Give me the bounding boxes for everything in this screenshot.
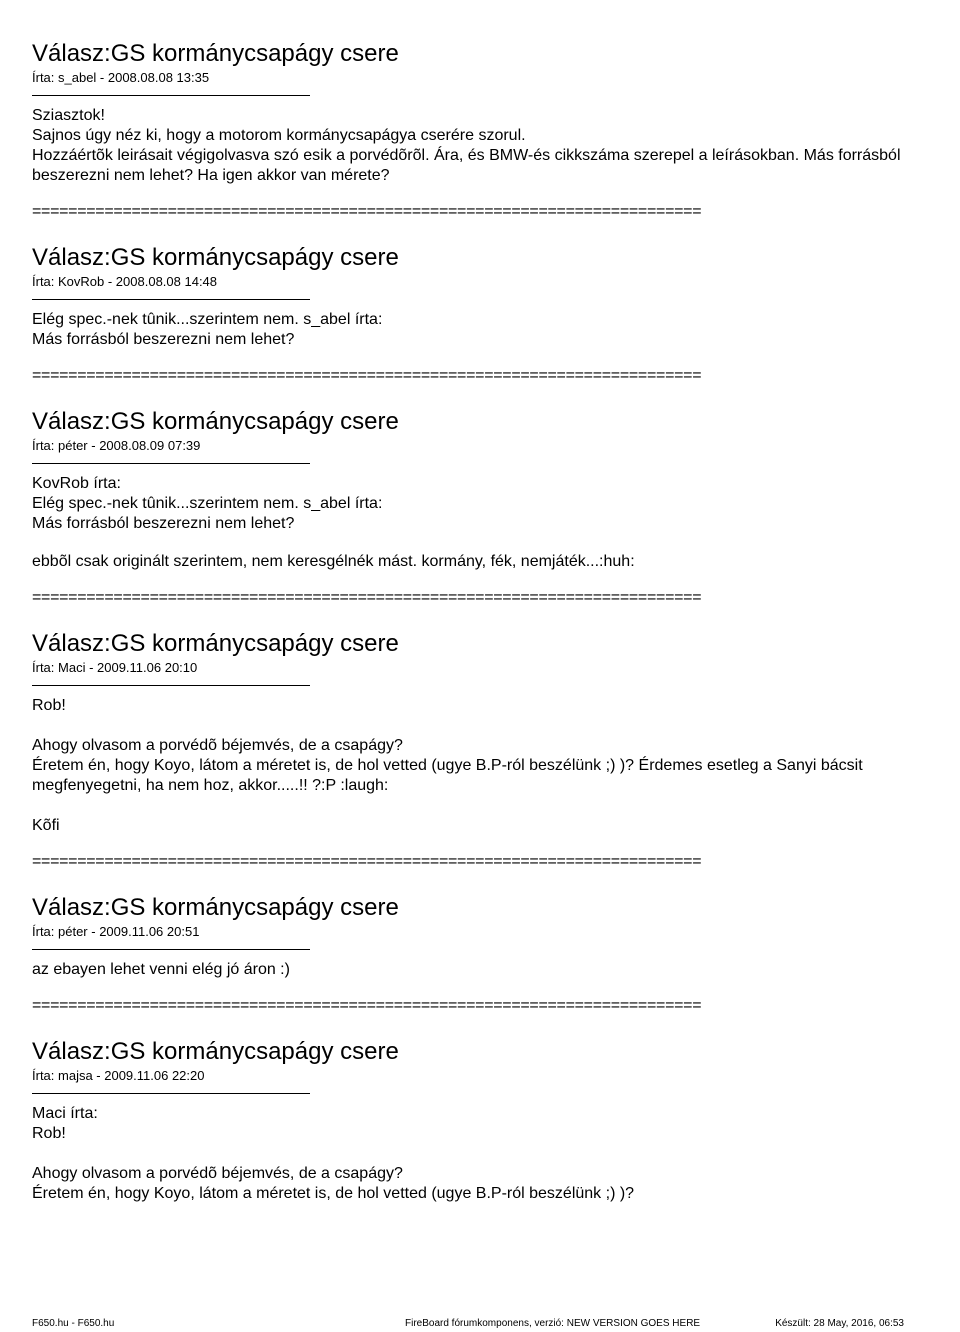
post-divider [32,463,310,464]
post-meta: Írta: péter - 2009.11.06 20:51 [32,924,200,939]
post-body-line [32,796,932,816]
post-title: Válasz:GS kormánycsapágy csere [32,40,399,67]
post-separator: ========================================================================== [32,853,702,870]
post [32,242,932,350]
post-title: Válasz:GS kormánycsapágy csere [32,244,399,271]
post [32,892,932,980]
thread-page [32,38,932,1204]
post [32,406,932,572]
quote-line: Más forrásból beszerezni nem lehet? [32,515,295,532]
post [32,1036,932,1204]
quote-author: KovRob írta: [32,475,121,492]
post-meta: Írta: majsa - 2009.11.06 22:20 [32,1068,205,1083]
post-body-line: Sziasztok! [32,107,105,124]
post-divider [32,95,310,96]
post-separator: ========================================================================== [32,203,702,220]
post-body-line: az ebayen lehet venni elég jó áron :) [32,961,290,978]
post-meta: Írta: Maci - 2009.11.06 20:10 [32,660,198,675]
post-meta: Írta: péter - 2008.08.09 07:39 [32,438,201,453]
post [32,38,932,186]
post-body-line: Rob! [32,697,66,714]
post-title: Válasz:GS kormánycsapágy csere [32,894,399,921]
post-body-line: Kõfi [32,817,60,834]
quote-block [32,1104,932,1204]
post-body-line [32,716,932,736]
footer-site: F650.hu - F650.hu [32,1318,115,1329]
quote-line [32,1144,932,1164]
post-title: Válasz:GS kormánycsapágy csere [32,408,399,435]
post-meta: Írta: KovRob - 2008.08.08 14:48 [32,274,218,289]
post-body-line: ebbõl csak originált szerintem, nem keresgélnék mást. kormány, fék, nemjáték...:huh: [32,553,635,570]
footer-credit: FireBoard fórumkomponens, verzió: NEW VERSION GOES HERE [405,1318,701,1329]
quote-author: Maci írta: [32,1105,98,1122]
post-title: Válasz:GS kormánycsapágy csere [32,1038,399,1065]
quote-line: Ahogy olvasom a porvédõ béjemvés, de a csapágy? [32,1165,403,1182]
post-divider [32,299,310,300]
post-divider [32,685,310,686]
post-separator: ========================================================================== [32,367,702,384]
post-divider [32,949,310,950]
post-body-line: Sajnos úgy néz ki, hogy a motorom kormánycsapágya cserére szorul. [32,127,526,144]
quote-line: Elég spec.-nek tûnik...szerintem nem. s_abel írta: [32,495,383,512]
post-title: Válasz:GS kormánycsapágy csere [32,630,399,657]
post-divider [32,1093,310,1094]
post-meta: Írta: s_abel - 2008.08.08 13:35 [32,70,210,85]
quote-block [32,474,932,534]
post-body-line: Elég spec.-nek tûnik...szerintem nem. s_abel írta: [32,311,383,328]
post-body-line: Ahogy olvasom a porvédõ béjemvés, de a csapágy? [32,737,403,754]
post-separator: ========================================================================== [32,589,702,606]
page-footer [32,1318,932,1330]
post-body-line: Más forrásból beszerezni nem lehet? [32,331,295,348]
quote-line: Éretem én, hogy Koyo, látom a méretet is, de hol vetted (ugye B.P-ról beszélünk ;) )? [32,1185,635,1202]
post-separator: ========================================================================== [32,997,702,1014]
quote-line: Rob! [32,1125,66,1142]
post [32,628,932,836]
post-body-line: Hozzáértõk leirásait végigolvasva szó esik a porvédõrõl. Ára, és BMW-és cikkszáma szerepel a leírásokban. Más forrásból beszerezni nem lehet? Ha igen akkor van mérete? [32,147,905,184]
footer-timestamp: Készült: 28 May, 2016, 06:53 [775,1318,904,1329]
post-body-line: Éretem én, hogy Koyo, látom a méretet is, de hol vetted (ugye B.P-ról beszélünk ;) )? Érdemes esetleg a Sanyi bácsit megfenyegetni, ha nem hoz, akkor.....!! ?:P :laugh: [32,757,868,794]
